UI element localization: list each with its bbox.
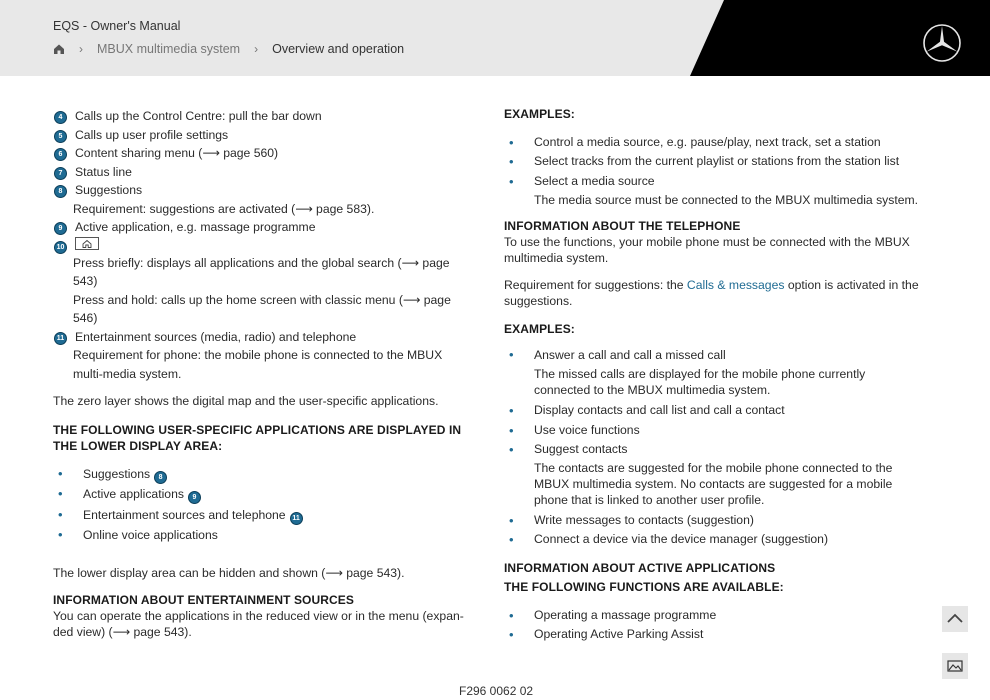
legend-subtext: Press and hold: calls up the home screen with classic menu (⟶ page 546) (73, 292, 451, 325)
telephone-text: To use the functions, your mobile phone must be connected with the MBUX multimedia system. (504, 234, 910, 265)
list-item: • Control a media source, e.g. pause/play, next track, set a station (504, 133, 924, 153)
section-heading-telephone: INFORMATION ABOUT THE TELEPHONE (504, 218, 741, 233)
list-item: • Write messages to contacts (suggestion) (504, 511, 924, 531)
list-item: • Entertainment sources and telephone 11 (53, 505, 473, 526)
breadcrumb-item-current: Overview and operation (272, 42, 405, 56)
list-item: • Connect a device via the device manager (suggestion) (504, 530, 924, 550)
scroll-to-top-button[interactable] (942, 606, 968, 632)
list-item-subtext: The contacts are suggested for the mobile phone connected to the MBUX multimedia system. No contacts are suggested for a mobile phone that is linked to another user profile. (534, 460, 893, 507)
page-header (0, 0, 990, 76)
user-apps-list (53, 464, 473, 546)
examples-list-telephone-2 (504, 401, 924, 460)
callout-badge: 4 (54, 111, 67, 124)
list-item: • Suggest contacts (504, 440, 924, 460)
legend-item-8 (53, 181, 473, 200)
breadcrumb (53, 42, 404, 56)
list-item: • Active applications 9 (53, 484, 473, 505)
legend-item-10 (53, 237, 473, 254)
legend-item-9 (53, 218, 473, 237)
legend-subtext: Press briefly: displays all applications and the global search (⟶ page 543) (73, 255, 450, 288)
chevron-right-icon: › (79, 42, 83, 56)
list-item: • Select tracks from the current playlist or stations from the station list (504, 152, 924, 172)
image-icon (942, 653, 968, 679)
list-item-subtext: The missed calls are displayed for the mobile phone currently connected to the MBUX multimedia system. (534, 367, 866, 397)
section-heading-active-apps: INFORMATION ABOUT ACTIVE APPLICATIONS (504, 560, 776, 575)
section-heading-examples: EXAMPLES: (504, 107, 575, 121)
right-column (504, 105, 924, 645)
breadcrumb-item-mbux[interactable]: MBUX multimedia system (97, 42, 241, 56)
legend-subtext: Requirement: suggestions are activated (⟶ page 583). (73, 201, 375, 216)
legend-item-4 (53, 107, 473, 126)
legend-item-5 (53, 126, 473, 145)
list-item: • Display contacts and call list and call a contact (504, 401, 924, 421)
examples-list-telephone-3 (504, 511, 924, 550)
home-button-icon (75, 237, 99, 250)
callout-badge: 8 (154, 471, 167, 484)
callout-badge: 9 (54, 222, 67, 235)
legend-text: Entertainment sources (media, radio) and telephone (75, 329, 357, 344)
examples-list-telephone (504, 347, 924, 363)
lower-area-text: The lower display area can be hidden and shown (⟶ page 543). (53, 565, 405, 580)
list-item: • Operating a massage programme (504, 606, 924, 626)
section-heading-examples: EXAMPLES: (504, 321, 575, 336)
legend-item-7 (53, 163, 473, 182)
legend-text: Active application, e.g. massage programme (75, 220, 316, 234)
callout-badge: 7 (54, 167, 67, 180)
legend-text: Status line (75, 164, 132, 179)
legend-text: Calls up user profile settings (75, 127, 229, 142)
section-heading-user-apps: THE FOLLOWING USER-SPECIFIC APPLICATIONS ARE DISPLAYED IN THE LOWER DISPLAY AREA: (53, 422, 462, 453)
legend-subtext: Requirement for phone: the mobile phone is connected to the MBUX multi-media system. (73, 348, 443, 381)
section-heading-entertainment: INFORMATION ABOUT ENTERTAINMENT SOURCES (53, 593, 354, 607)
callout-badge: 9 (188, 491, 201, 504)
zero-layer-text: The zero layer shows the digital map and the user-specific applications. (53, 394, 439, 408)
left-column (53, 107, 473, 640)
list-item: • Suggestions 8 (53, 464, 473, 485)
callout-badge: 6 (54, 148, 67, 161)
chevron-up-icon (942, 606, 968, 632)
callout-badge: 11 (54, 332, 67, 345)
list-item-subtext: The media source must be connected to the MBUX multimedia system. (534, 193, 919, 207)
home-icon[interactable] (53, 43, 65, 55)
section-heading-functions: THE FOLLOWING FUNCTIONS ARE AVAILABLE: (504, 579, 784, 594)
callout-badge: 11 (290, 512, 303, 525)
active-apps-list (504, 606, 924, 645)
manual-title: EQS - Owner's Manual (53, 19, 181, 33)
legend-text: Suggestions (75, 183, 143, 197)
list-item: • Answer a call and call a missed call (504, 347, 924, 363)
calls-messages-link[interactable]: Calls & messages (686, 277, 785, 292)
list-item: • Select a media source (504, 172, 924, 192)
legend-text: Calls up the Control Centre: pull the bar down (75, 109, 322, 123)
list-item: • Use voice functions (504, 421, 924, 441)
requirement-text: Requirement for suggestions: the Calls & messages option is activated in the suggestions. (504, 277, 919, 308)
legend-text: Content sharing menu (⟶ page 560) (75, 146, 279, 160)
callout-badge: 5 (54, 130, 67, 143)
callout-badge: 10 (54, 241, 67, 254)
legend-item-11 (53, 328, 473, 347)
list-item: • Online voice applications (53, 525, 473, 546)
list-item: • Operating Active Parking Assist (504, 625, 924, 645)
figure-code: F296 0062 02 (459, 684, 534, 698)
chevron-right-icon: › (254, 42, 259, 56)
examples-list-media (504, 133, 924, 192)
image-toggle-button[interactable] (942, 653, 968, 679)
callout-badge: 8 (54, 185, 67, 198)
entertainment-text: You can operate the applications in the reduced view or in the menu (expan-ded view) (⟶ page 543). (53, 609, 464, 639)
mercedes-star-icon (922, 23, 962, 63)
legend-item-6 (53, 144, 473, 163)
